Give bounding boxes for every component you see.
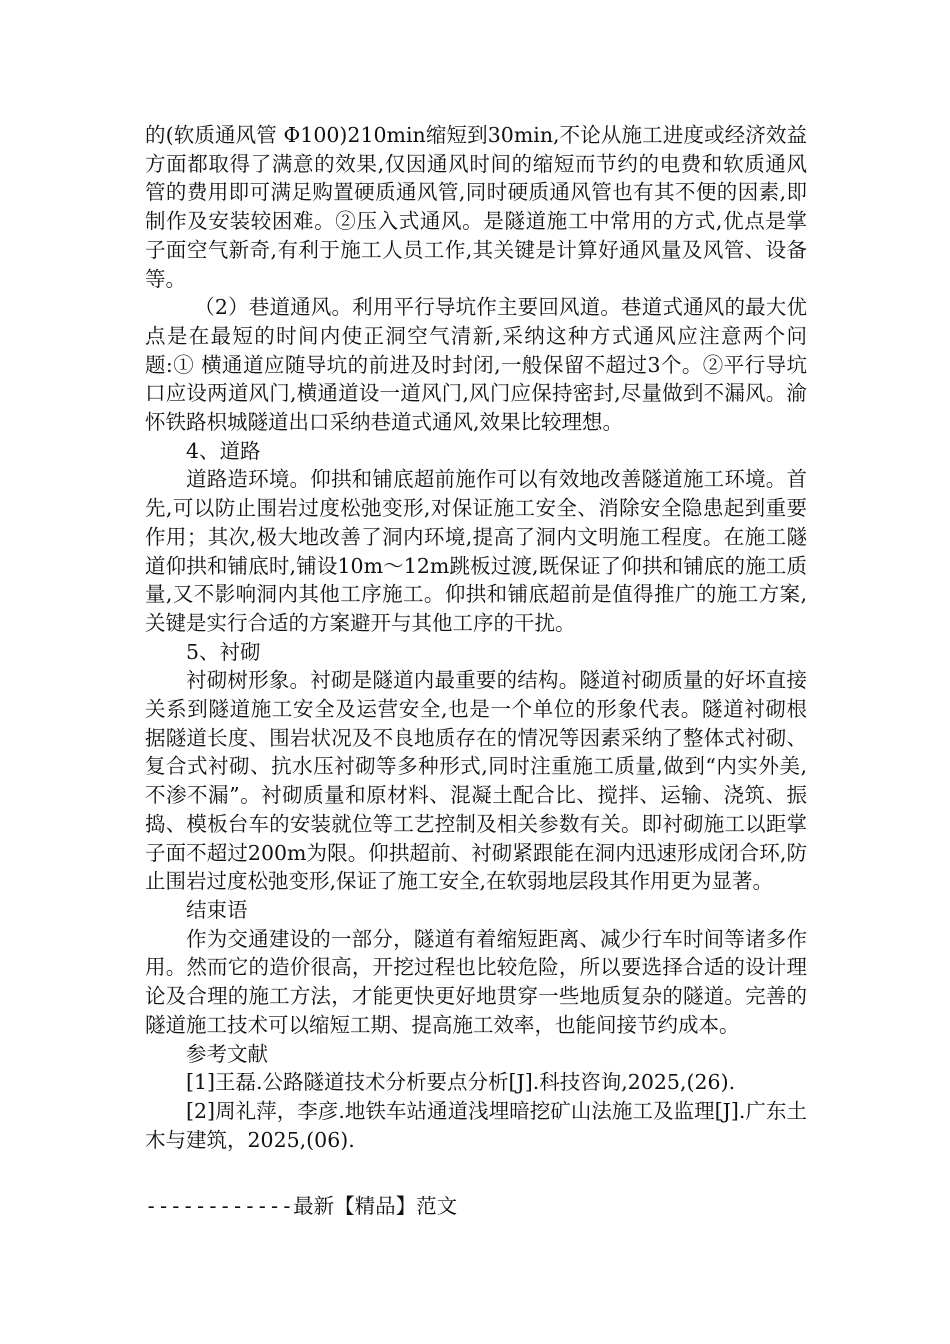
section-heading-lining: 5、衬砌 (186, 639, 261, 664)
paragraph-ventilation-continued: 的(软质通风管 Φ100)210min缩短到30min,不论从施工进度或经济效益方面都取得了满意的效果,仅因通风时间的缩短而节约的电费和软质通风管的费用即可满足购置硬质通风管,同时硬质通风管也有其不便的因素,即制作及安装较困难。②压入式通风。是隧道施工中常用的方式,优点是掌子面空气新奇,有利于施工人员工作,其关键是计算好通风量及风管、设备等。 (145, 123, 807, 291)
reference-item-2: [2]周礼萍，李彦.地铁车站通道浅埋暗挖矿山法施工及监理[J].广东土木与建筑，2025,(06). (145, 1098, 807, 1152)
paragraph-roadway-ventilation: （2）巷道通风。利用平行导坑作主要回风道。巷道式通风的最大优点是在最短的时间内使正洞空气清新,采纳这种方式通风应注意两个问题:① 横通道应随导坑的前进及时封闭,一般保留不超过3个。②平行导坑口应设两道风门,横通道设一道风门,风门应保持密封,尽量做到不漏风。渝怀铁路枳城隧道出口采纳巷道式通风,效果比较理想。 (145, 295, 807, 435)
paragraph-road: 道路造环境。仰拱和铺底超前施作可以有效地改善隧道施工环境。首先,可以防止围岩过度松弛变形,对保证施工安全、消除安全隐患起到重要作用；其次,极大地改善了洞内环境,提高了洞内文明施工程度。在施工隧道仰拱和铺底时,铺设10m～12m跳板过渡,既保证了仰拱和铺底的施工质量,又不影响洞内其他工序施工。仰拱和铺底超前是值得推广的施工方案,关键是实行合适的方案避开与其他工序的干扰。 (145, 467, 807, 635)
section-heading-conclusion: 结束语 (186, 897, 248, 922)
reference-item-1: [1]王磊.公路隧道技术分析要点分析[J].科技咨询,2025,(26). (186, 1070, 736, 1095)
section-heading-references: 参考文献 (186, 1041, 268, 1066)
paragraph-lining: 衬砌树形象。衬砌是隧道内最重要的结构。隧道衬砌质量的好坏直接关系到隧道施工安全及运营安全,也是一个单位的形象代表。隧道衬砌根据隧道长度、围岩状况及不良地质存在的情况等因素采纳了整体式衬砌、复合式衬砌、抗水压衬砌等多种形式,同时注重施工质量,做到“内实外美,不渗不漏”。衬砌质量和原材料、混凝土配合比、搅拌、运输、浇筑、振捣、模板台车的安装就位等工艺控制及相关参数有关。即衬砌施工以距掌子面不超过200m为限。仰拱超前、衬砌紧跟能在洞内迅速形成闭合环,防止围岩过度松弛变形,保证了施工安全,在软弱地层段其作用更为显著。 (145, 668, 807, 894)
paragraph-conclusion: 作为交通建设的一部分，隧道有着缩短距离、减少行车时间等诸多作用。然而它的造价很高，开挖过程也比较危险，所以要选择合适的设计理论及合理的施工方法，才能更快更好地贯穿一些地质复杂的隧道。完善的隧道施工技术可以缩短工期、提高施工效率，也能间接节约成本。 (145, 926, 807, 1037)
document-body (145, 121, 807, 1154)
page-footer: ------------最新【精品】范文 (145, 1194, 458, 1218)
section-heading-road: 4、道路 (186, 438, 261, 463)
